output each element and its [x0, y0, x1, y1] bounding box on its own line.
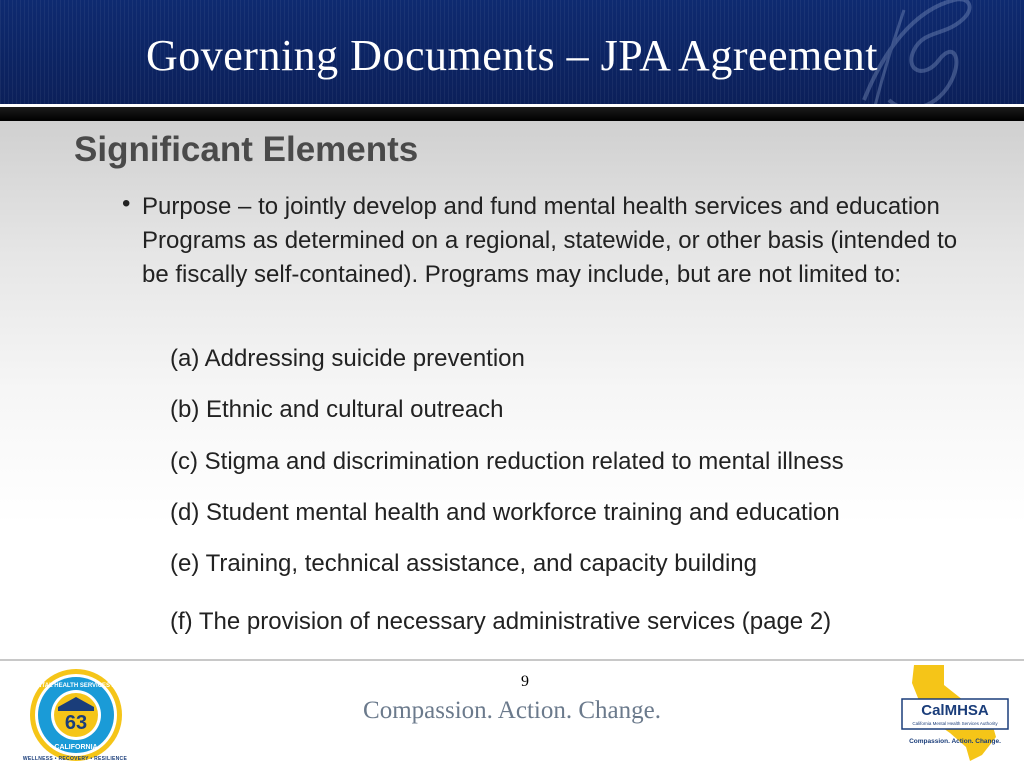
mhsa-seal-logo [28, 667, 124, 763]
seal-bottom-text: CALIFORNIA [54, 744, 98, 751]
calmhsa-name: CalMHSA [921, 702, 989, 719]
list-item: (e) Training, technical assistance, and capacity building [170, 550, 757, 577]
seal-center-text: 63 [64, 712, 88, 734]
list-item: (c) Stigma and discrimination reduction related to mental illness [170, 448, 844, 475]
bullet-item [122, 190, 992, 292]
calmhsa-logo [900, 663, 1010, 763]
seal-ring-text: MENTAL HEALTH SERVICES ACT [28, 683, 124, 689]
page-number: 9 [521, 673, 529, 690]
page-title: Governing Documents – JPA Agreement [145, 31, 879, 80]
list-item: (a) Addressing suicide prevention [170, 345, 525, 372]
bullet-icon: • [122, 190, 131, 217]
footer-divider [0, 659, 1024, 661]
calmhsa-subtitle: California Mental Health Services Authority [912, 721, 998, 726]
list-item: (d) Student mental health and workforce training and education [170, 499, 840, 526]
slide-header [0, 0, 1024, 110]
list-item: (b) Ethnic and cultural outreach [170, 396, 504, 423]
bullet-text: Purpose – to jointly develop and fund mental health services and education Programs as determined on a regional, statewide, or other basis (intended to be fiscally self-contained). Programs may include, but are not limited to: [142, 193, 958, 288]
footer-tagline: Compassion. Action. Change. [363, 697, 661, 724]
section-subtitle: Significant Elements [74, 130, 419, 169]
calmhsa-tagline: Compassion. Action. Change. [909, 738, 1001, 745]
seal-caption: WELLNESS • RECOVERY • RESILIENCE [22, 756, 128, 762]
list-item: (f) The provision of necessary administrative services (page 2) [170, 608, 832, 635]
header-bar [0, 107, 1024, 121]
